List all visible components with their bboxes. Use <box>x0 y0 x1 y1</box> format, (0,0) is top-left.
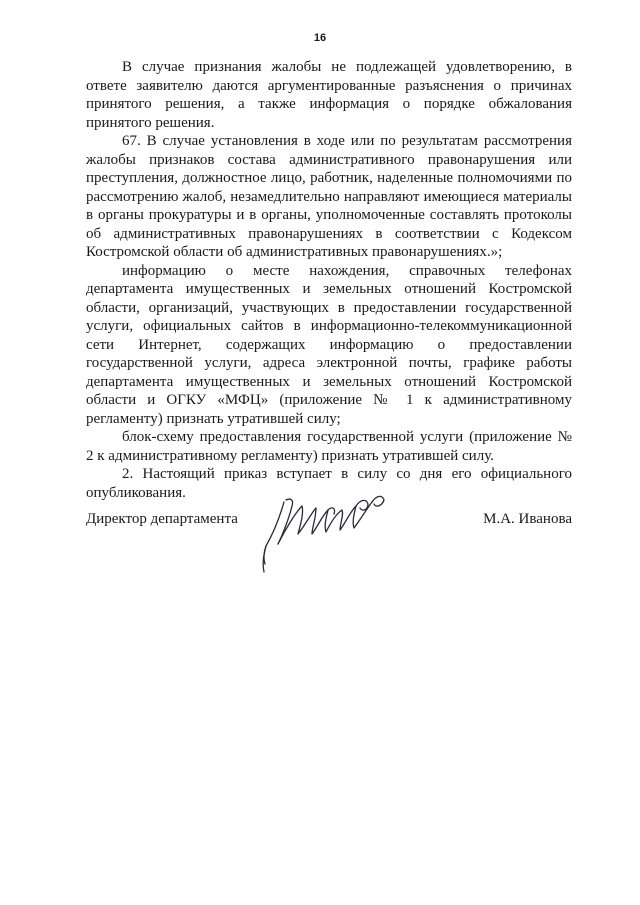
handwritten-signature <box>256 484 406 574</box>
paragraph-67-violation-signs: 67. В случае установления в ходе или по результатам рассмотрения жалобы признаков состава административного правонарушения или преступления, должностное лицо, работник, наделенные полномочиями по рассмотрению жалоб, незамедлительно направляют имеющиеся материалы в органы прокуратуры и в органы, уполномоченные составлять протоколы об административных правонарушениях в соответствии с Кодексом Костромской области об административных правонарушениях.»; <box>86 133 572 260</box>
paragraph-complaint-rejection: В случае признания жалобы не подлежащей удовлетворению, в ответе заявителю даются аргументированные разъяснения о причинах принятого решения, а также информация о порядке обжалования принятого решения. <box>86 59 572 131</box>
paragraph-block-scheme: блок-схему предоставления государственной услуги (приложение № 2 к административному регламенту) признать утратившей силу. <box>86 429 572 464</box>
paragraph-location-info: информацию о месте нахождения, справочных телефонах департамента имущественных и земельных отношений Костромской области, организаций, участвующих в предоставлении государственной услуги, официальных сайтов в информационно-телекоммуникационной сети Интернет, содержащих информацию о предоставлении государственной услуги, адреса электронной почты, графике работы департамента имущественных и земельных отношений Костромской области и ОГКУ «МФЦ» (приложение № 1 к административному регламенту) признать утратившей силу; <box>86 262 572 427</box>
signature-block <box>86 510 572 590</box>
document-body <box>86 58 572 502</box>
signatory-title: Директор департамента <box>86 511 238 527</box>
signatory-name: М.А. Иванова <box>483 511 572 527</box>
page-number: 16 <box>313 32 327 44</box>
paragraph-effective-date: 2. Настоящий приказ вступает в силу со дня его официального опубликования. <box>86 466 572 501</box>
